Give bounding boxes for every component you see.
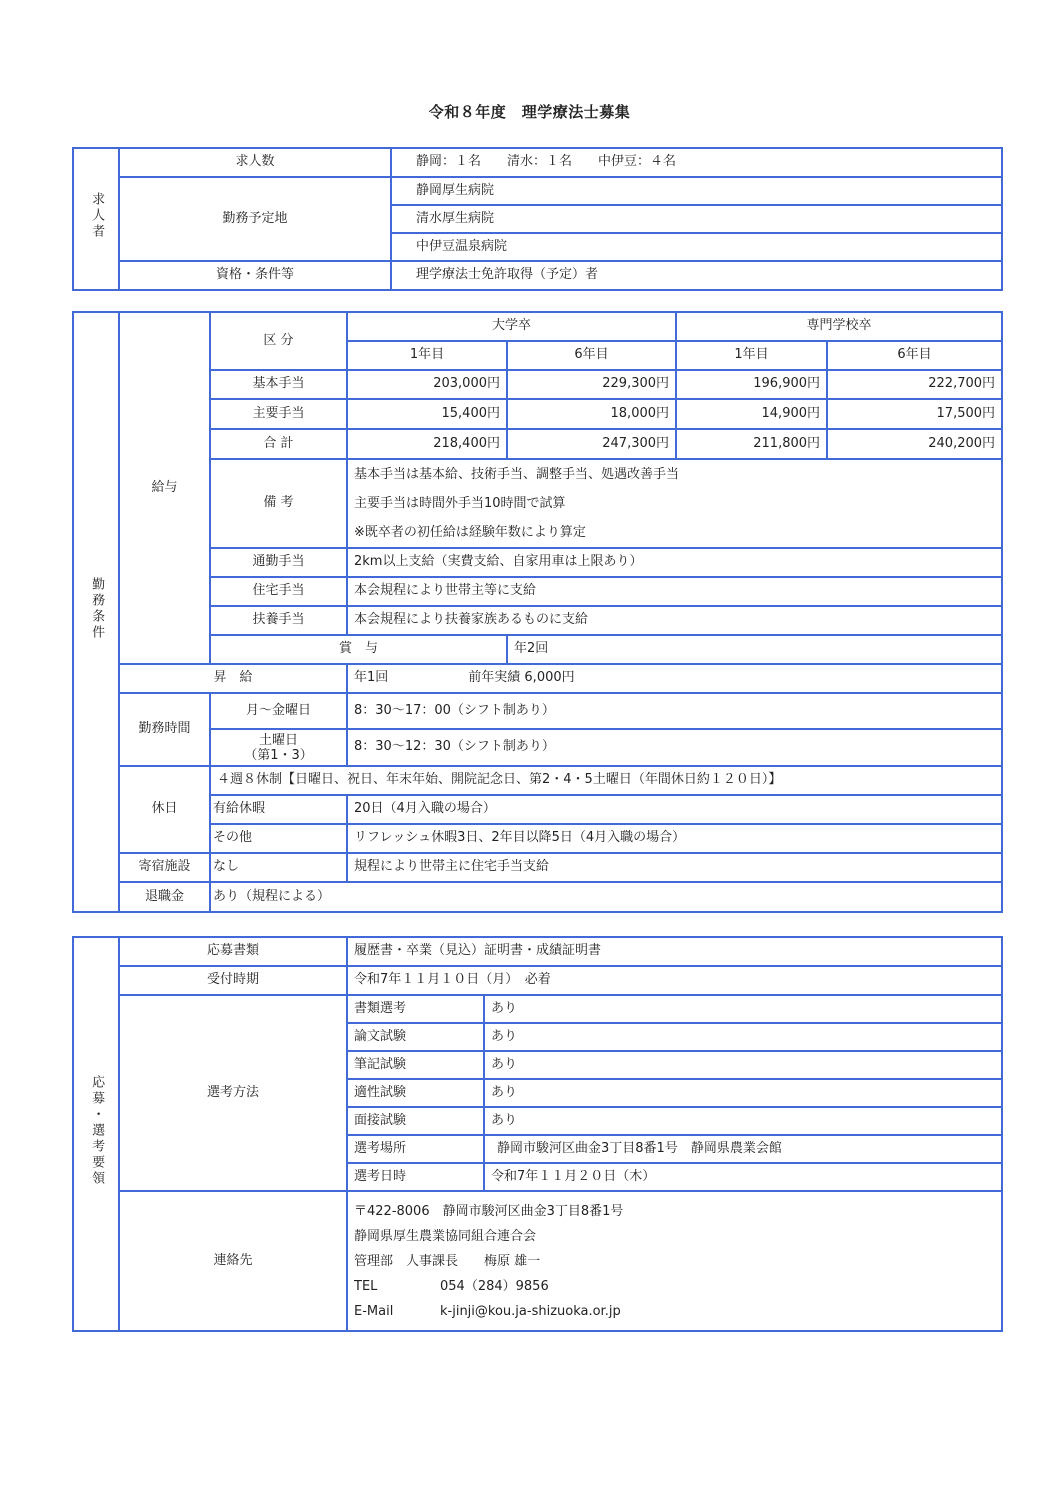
holiday-label: 休日 bbox=[119, 766, 210, 853]
application-side-label: 応募・選考要領 bbox=[73, 937, 119, 1331]
weekday-label: 月～金曜日 bbox=[210, 693, 347, 729]
salary-row-label: 基本手当 bbox=[210, 370, 347, 399]
location-item: 静岡厚生病院 bbox=[391, 177, 1002, 205]
selection-item-label: 論文試験 bbox=[347, 1023, 484, 1051]
year-header: 1年目 bbox=[676, 341, 827, 370]
count-value: 静岡：１名 清水：１名 中伊豆：４名 bbox=[391, 148, 1002, 177]
selection-label: 選考方法 bbox=[119, 995, 347, 1191]
remarks-label: 備 考 bbox=[210, 459, 347, 548]
tel-value: 054（284）9856 bbox=[440, 1279, 549, 1294]
housing-label: 住宅手当 bbox=[210, 577, 347, 606]
conditions-side-label: 勤務条件 bbox=[73, 312, 119, 912]
application-table bbox=[72, 936, 1003, 1332]
contact-address: 〒422-8006 静岡市駿河区曲金3丁目8番1号 bbox=[354, 1204, 624, 1219]
raise-label: 昇 給 bbox=[119, 664, 347, 693]
salary-cell: 229,300円 bbox=[507, 370, 676, 399]
dorm-note: 規程により世帯主に住宅手当支給 bbox=[347, 853, 1002, 882]
retire-label: 退職金 bbox=[119, 882, 210, 912]
salary-cell: 18,000円 bbox=[507, 399, 676, 429]
year-header: 1年目 bbox=[347, 341, 507, 370]
salary-cell: 247,300円 bbox=[507, 429, 676, 459]
qualification-value: 理学療法士免許取得（予定）者 bbox=[391, 261, 1002, 290]
location-label: 勤務予定地 bbox=[119, 177, 391, 261]
weekday-value: 8：30～17：00（シフト制あり） bbox=[347, 693, 1002, 729]
salary-cell: 240,200円 bbox=[827, 429, 1002, 459]
bonus-value: 年2回 bbox=[507, 635, 1002, 664]
dorm-value: なし bbox=[210, 853, 347, 882]
salary-cell: 218,400円 bbox=[347, 429, 507, 459]
commute-label: 通勤手当 bbox=[210, 548, 347, 577]
salary-cell: 211,800円 bbox=[676, 429, 827, 459]
selection-item-value: あり bbox=[484, 995, 1002, 1023]
hours-label: 勤務時間 bbox=[119, 693, 210, 766]
selection-item-label: 面接試験 bbox=[347, 1107, 484, 1135]
email-label: E-Mail bbox=[354, 1304, 394, 1319]
remark-line: 基本手当は基本給、技術手当、調整手当、処遇改善手当 bbox=[354, 467, 680, 482]
location-item: 清水厚生病院 bbox=[391, 205, 1002, 233]
contact-person: 管理部 人事課長 梅原 雄一 bbox=[354, 1254, 541, 1269]
bonus-label: 賞 与 bbox=[210, 635, 507, 664]
year-header: 6年目 bbox=[507, 341, 676, 370]
salary-cell: 196,900円 bbox=[676, 370, 827, 399]
salary-cell: 222,700円 bbox=[827, 370, 1002, 399]
remarks-cell bbox=[347, 459, 1002, 548]
salary-cell: 15,400円 bbox=[347, 399, 507, 429]
vocational-header: 専門学校卒 bbox=[676, 312, 1002, 341]
saturday-value: 8：30～12：30（シフト制あり） bbox=[347, 729, 1002, 766]
period-label: 受付時期 bbox=[119, 966, 347, 995]
page-title: 令和８年度 理学療法士募集 bbox=[428, 103, 631, 121]
selection-item-label: 筆記試験 bbox=[347, 1051, 484, 1079]
paid-leave-label: 有給休暇 bbox=[210, 795, 347, 824]
contact-label: 連絡先 bbox=[119, 1191, 347, 1331]
paid-leave-value: 20日（4月入職の場合） bbox=[347, 795, 1002, 824]
recruiter-table bbox=[72, 147, 1003, 291]
family-value: 本会規程により扶養家族あるものに支給 bbox=[347, 606, 1002, 635]
salary-row-label: 主要手当 bbox=[210, 399, 347, 429]
contact-org: 静岡県厚生農業協同組合連合会 bbox=[354, 1229, 537, 1244]
university-header: 大学卒 bbox=[347, 312, 676, 341]
saturday-label: 土曜日 （第1・3） bbox=[210, 729, 347, 766]
docs-value: 履歴書・卒業（見込）証明書・成績証明書 bbox=[347, 937, 1002, 966]
selection-item-label: 選考場所 bbox=[347, 1135, 484, 1163]
salary-label: 給与 bbox=[119, 312, 210, 664]
salary-cell: 17,500円 bbox=[827, 399, 1002, 429]
year-header: 6年目 bbox=[827, 341, 1002, 370]
conditions-table bbox=[72, 311, 1003, 913]
docs-label: 応募書類 bbox=[119, 937, 347, 966]
salary-cell: 14,900円 bbox=[676, 399, 827, 429]
contact-cell bbox=[347, 1191, 1002, 1331]
selection-item-value: あり bbox=[484, 1023, 1002, 1051]
location-item: 中伊豆温泉病院 bbox=[391, 233, 1002, 261]
raise-value: 年1回 前年実績 6,000円 bbox=[347, 664, 1002, 693]
selection-item-value: 令和7年１１月２０日（木） bbox=[484, 1163, 1002, 1191]
qualification-label: 資格・条件等 bbox=[119, 261, 391, 290]
selection-item-value: あり bbox=[484, 1079, 1002, 1107]
selection-item-value: あり bbox=[484, 1107, 1002, 1135]
salary-row-label: 合 計 bbox=[210, 429, 347, 459]
selection-item-label: 適性試験 bbox=[347, 1079, 484, 1107]
dorm-label: 寄宿施設 bbox=[119, 853, 210, 882]
commute-value: 2km以上支給（実費支給、自家用車は上限あり） bbox=[347, 548, 1002, 577]
family-label: 扶養手当 bbox=[210, 606, 347, 635]
count-label: 求人数 bbox=[119, 148, 391, 177]
selection-item-value: 静岡市駿河区曲金3丁目8番1号 静岡県農業会館 bbox=[484, 1135, 1002, 1163]
salary-cell: 203,000円 bbox=[347, 370, 507, 399]
selection-item-label: 書類選考 bbox=[347, 995, 484, 1023]
recruiter-side-label: 求人者 bbox=[73, 148, 119, 290]
holiday-value: ４週８休制【日曜日、祝日、年末年始、開院記念日、第2・4・5土曜日（年間休日約１２０日）】 bbox=[210, 766, 1002, 795]
other-value: リフレッシュ休暇3日、2年目以降5日（4月入職の場合） bbox=[347, 824, 1002, 853]
other-label: その他 bbox=[210, 824, 347, 853]
retire-value: あり（規程による） bbox=[210, 882, 1002, 912]
tel-label: TEL bbox=[354, 1279, 378, 1294]
housing-value: 本会規程により世帯主等に支給 bbox=[347, 577, 1002, 606]
division-label: 区 分 bbox=[210, 312, 347, 370]
selection-item-value: あり bbox=[484, 1051, 1002, 1079]
period-value: 令和7年１１月１０日（月） 必着 bbox=[347, 966, 1002, 995]
raise-note: 前年実績 6,000円 bbox=[468, 670, 575, 686]
remark-line: ※既卒者の初任給は経験年数により算定 bbox=[354, 525, 586, 540]
selection-item-label: 選考日時 bbox=[347, 1163, 484, 1191]
remark-line: 主要手当は時間外手当10時間で試算 bbox=[354, 496, 566, 511]
email-value[interactable]: k-jinji@kou.ja-shizuoka.or.jp bbox=[440, 1304, 621, 1319]
